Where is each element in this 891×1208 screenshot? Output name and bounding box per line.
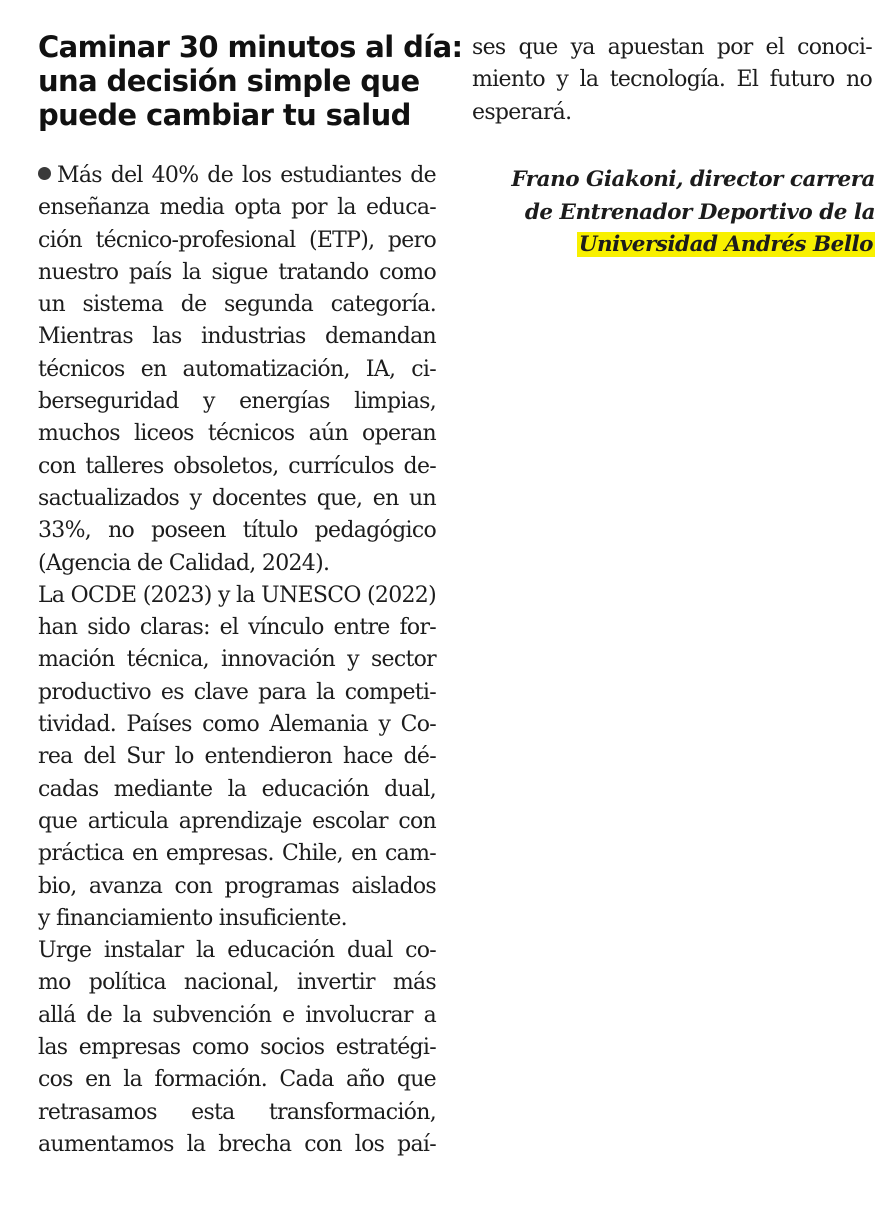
body-line: muchos liceos técnicos aún operan — [38, 421, 436, 447]
body-line: sactualizados y docentes que, en un — [38, 485, 436, 511]
body-line: ción técnico-profesional (ETP), pero — [38, 227, 436, 253]
body-line: cos en la formación. Cada año que — [38, 1067, 436, 1093]
body-line — [38, 160, 436, 192]
author-role-line: de Entrenador Deportivo de la — [524, 199, 875, 225]
body-line: mo política nacional, invertir más — [38, 970, 436, 996]
headline-line: una decisión simple que — [38, 64, 420, 98]
body-line: y financiamiento insuficiente. — [38, 905, 347, 931]
body-line: La OCDE (2023) y la UNESCO (2022) — [38, 582, 436, 608]
body-line: que articula aprendizaje escolar con — [38, 808, 436, 834]
author-signature — [455, 164, 875, 262]
institution-highlight: Universidad Andrés Bello — [578, 232, 873, 257]
body-line: aumentamos la brecha con los paí- — [38, 1131, 436, 1157]
bullet-icon — [38, 167, 51, 180]
body-line: (Agencia de Calidad, 2024). — [38, 550, 330, 576]
body-line: enseñanza media opta por la educa- — [38, 195, 436, 221]
article-headline — [38, 30, 463, 132]
headline-line: puede cambiar tu salud — [38, 98, 411, 132]
body-line: ses que ya apuestan por el conoci- — [472, 35, 872, 60]
body-line: rea del Sur lo entendieron hace dé- — [38, 744, 436, 770]
body-line: esperará. — [472, 99, 572, 125]
body-line: cadas mediante la educación dual, — [38, 776, 436, 802]
headline-line: Caminar 30 minutos al día: — [38, 30, 463, 64]
article-column-left — [38, 160, 436, 1161]
body-line: Urge instalar la educación dual co- — [38, 938, 436, 964]
body-line: 33%, no poseen título pedagógico — [38, 518, 436, 544]
body-line: mación técnica, innovación y sector — [38, 647, 436, 673]
author-name-line: Frano Giakoni, director carrera — [511, 167, 875, 192]
body-line: bio, avanza con programas aislados — [38, 873, 436, 899]
body-line: retrasamos esta transformación, — [38, 1099, 436, 1125]
body-line: un sistema de segunda categoría. — [38, 292, 436, 318]
body-line: con talleres obsoletos, currículos de- — [38, 453, 436, 479]
article-column-right — [472, 32, 872, 129]
body-line: práctica en empresas. Chile, en cam- — [38, 841, 436, 867]
body-line: tividad. Países como Alemania y Co- — [38, 712, 436, 738]
body-line: berseguridad y energías limpias, — [38, 389, 436, 415]
body-line: Mientras las industrias demandan — [38, 324, 436, 350]
author-institution-line — [455, 229, 875, 262]
body-line: técnicos en automatización, IA, ci- — [38, 356, 436, 382]
body-line: miento y la tecnología. El futuro no — [472, 67, 872, 93]
body-line-text: Más del 40% de los estudiantes de — [57, 163, 436, 188]
body-line: han sido claras: el vínculo entre for- — [38, 615, 436, 641]
body-line: allá de la subvención e involucrar a — [38, 1002, 436, 1028]
body-line: nuestro país la sigue tratando como — [38, 259, 436, 285]
body-line: las empresas como socios estratégi- — [38, 1035, 436, 1061]
body-line: productivo es clave para la competi- — [38, 679, 436, 705]
